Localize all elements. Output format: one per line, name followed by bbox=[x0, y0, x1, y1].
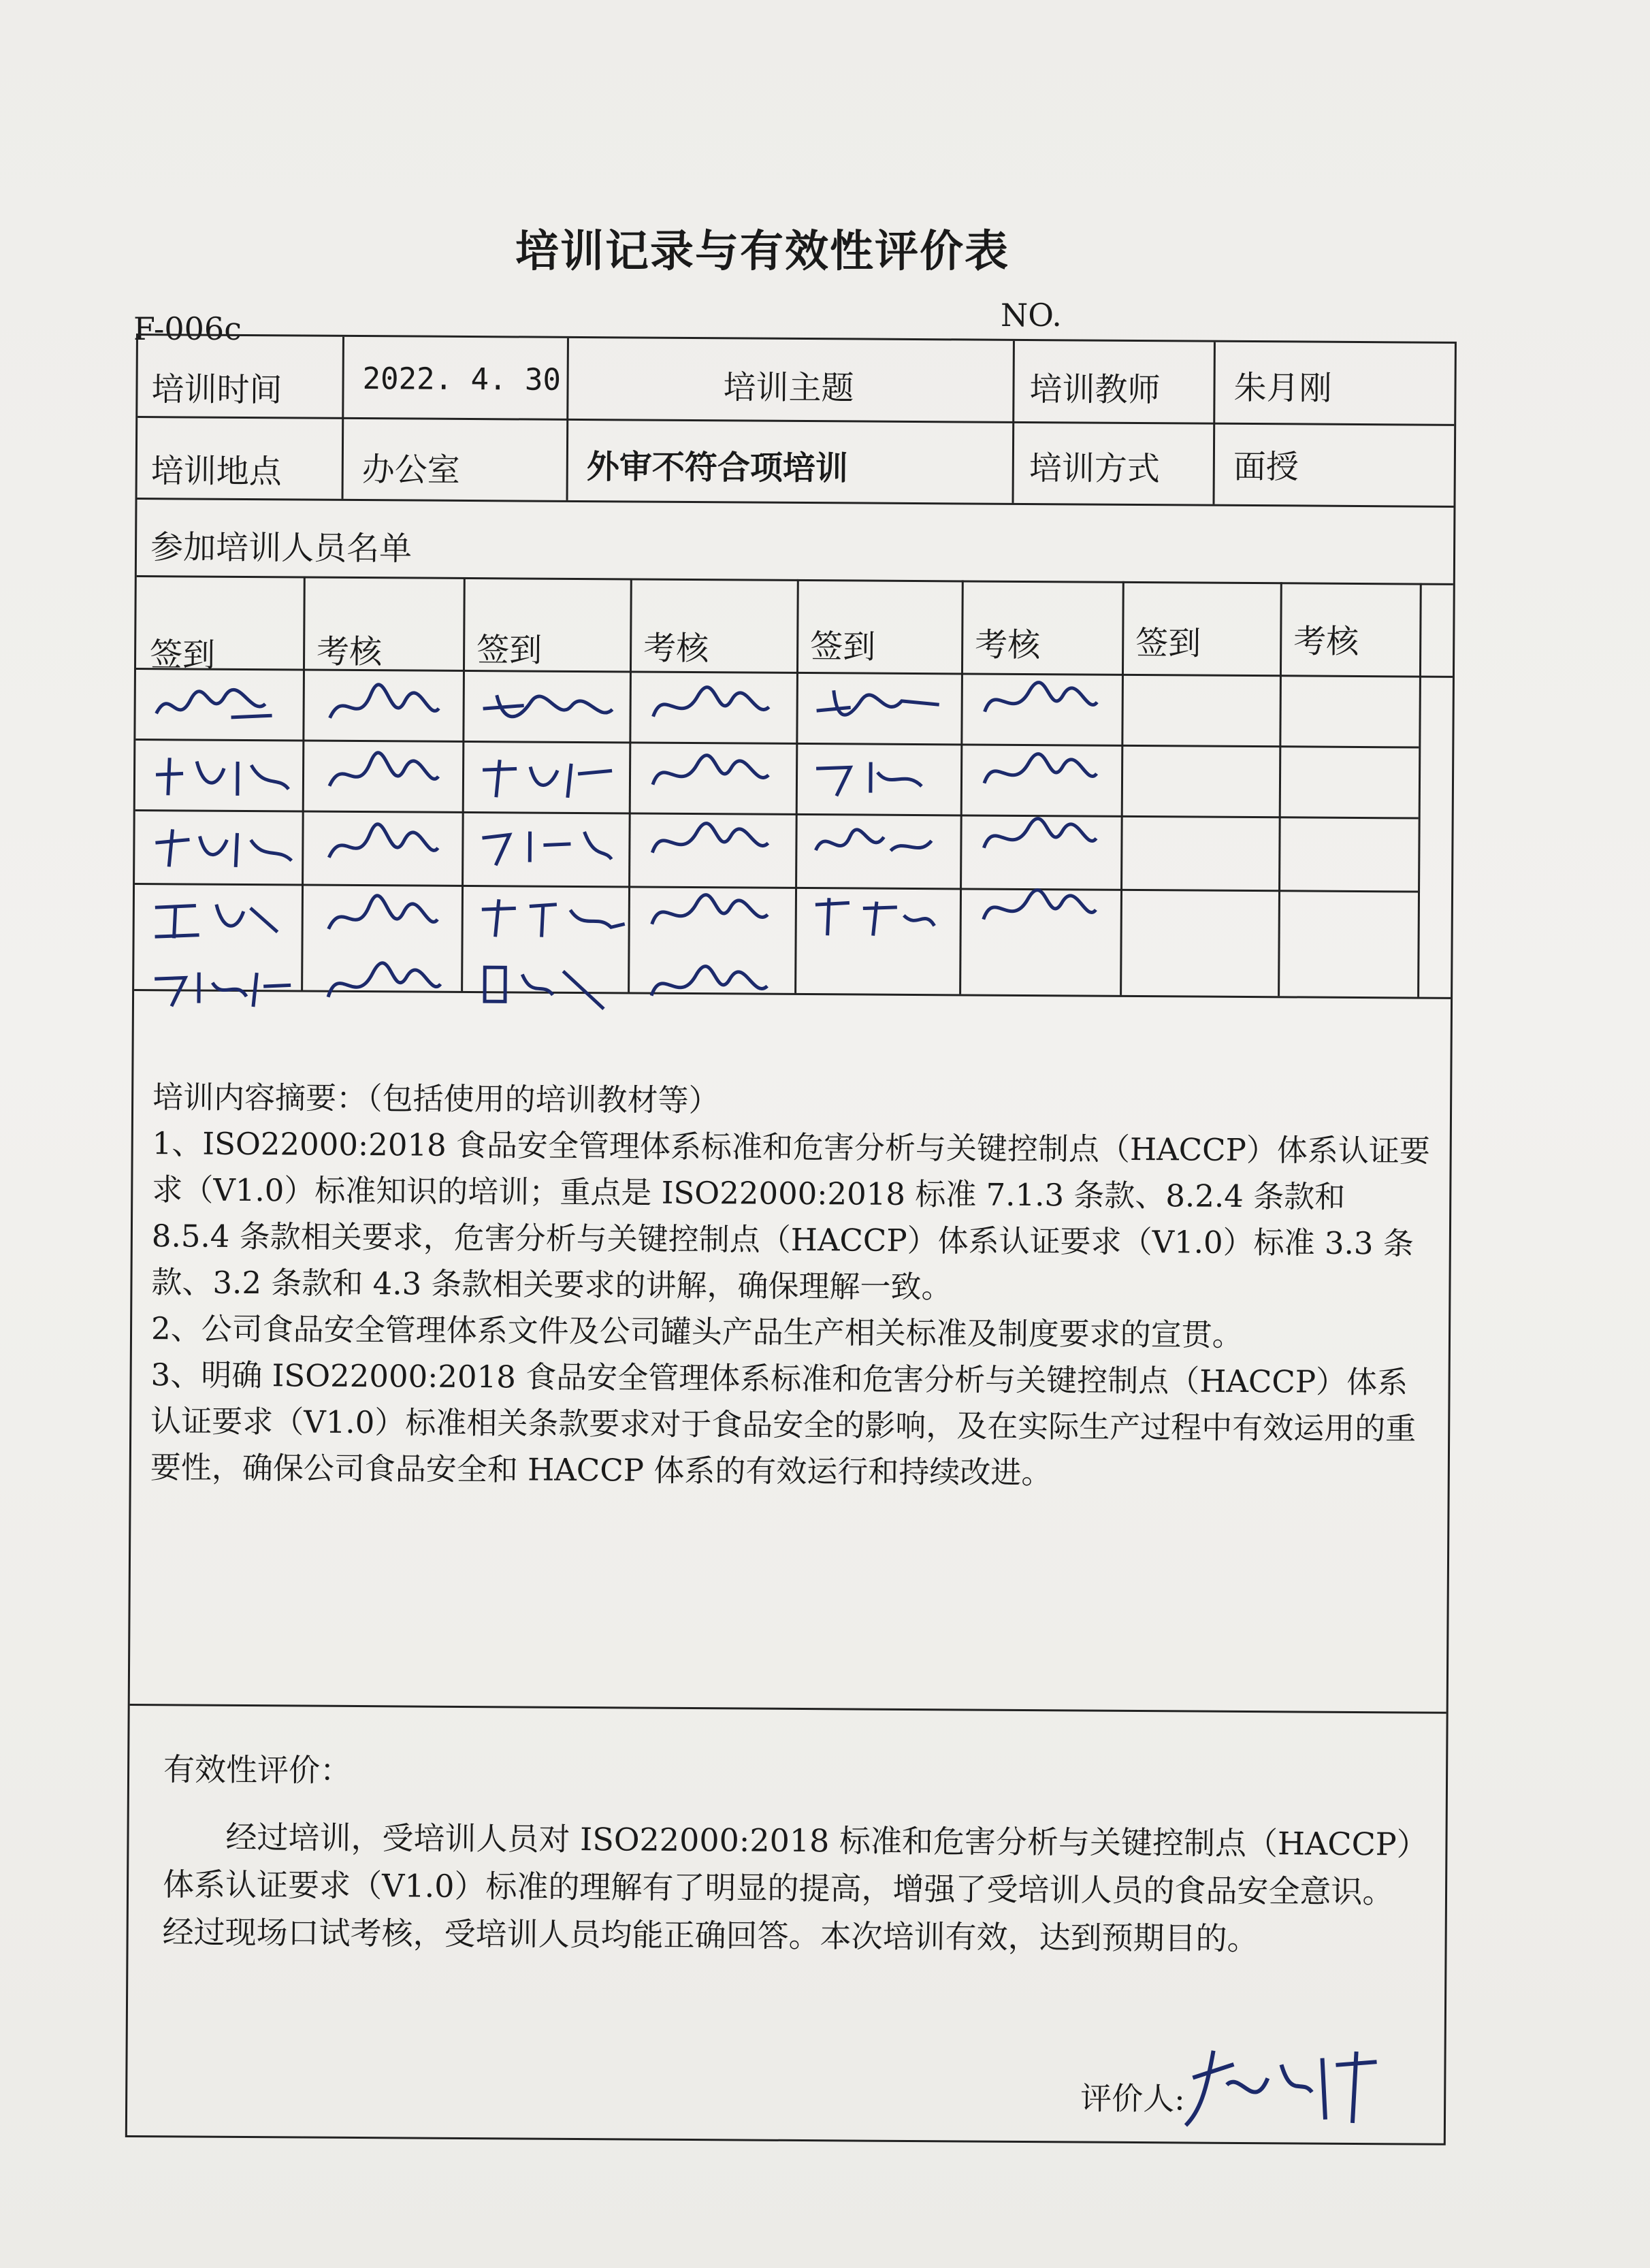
signature-r1-c1 bbox=[149, 679, 285, 734]
summary-heading: 培训内容摘要：（包括使用的培训教材等） bbox=[152, 1079, 719, 1119]
signature-r3-c2 bbox=[319, 820, 448, 875]
col-signin-4: 签到 bbox=[1135, 623, 1201, 663]
signature-r4-c6 bbox=[973, 882, 1103, 937]
signature-r1-c3 bbox=[476, 681, 619, 736]
summary-item-1: 1、ISO22000:2018 食品安全管理体系标准和危害分析与关键控制点（HACCP）体系认证要求（V1.0）标准知识的培训；重点是 ISO22000:2018 标准 7.1.3 条款、8.2.4 条款和 8.5.4 条款相关要求，危害分析与关键控制点（HACCP）体系认证要求（V1.0）标准 3.3 条款、3.2 条款和 4.3 条款相关要求的讲解，确保理解一致。 bbox=[151, 1125, 1431, 1306]
attendee-list-label: 参加培训人员名单 bbox=[150, 528, 413, 568]
page-title: 培训记录与有效性评价表 bbox=[515, 227, 1009, 277]
signature-r2-c1 bbox=[149, 747, 299, 803]
signature-r5-c3 bbox=[474, 954, 618, 1016]
evaluation-text bbox=[162, 1813, 1415, 1963]
signature-r4-c4 bbox=[642, 887, 778, 942]
signature-r1-c2 bbox=[319, 681, 449, 736]
col-assess-3: 考核 bbox=[975, 626, 1041, 665]
col-signin-1: 签到 bbox=[149, 636, 216, 675]
signature-r3-c6 bbox=[973, 811, 1103, 866]
training-method-value: 面授 bbox=[1233, 447, 1299, 487]
signature-r2-c3 bbox=[476, 749, 619, 805]
signature-r4-c5 bbox=[809, 888, 938, 943]
training-time-value: 2022. 4. 30 bbox=[362, 361, 562, 398]
trainer-label: 培训教师 bbox=[1029, 370, 1161, 410]
signature-r4-c2 bbox=[319, 892, 448, 947]
signature-r4-c1 bbox=[148, 890, 285, 945]
signature-r2-c4 bbox=[643, 747, 779, 803]
training-topic-label: 培训主题 bbox=[723, 368, 854, 408]
signature-r2-c5 bbox=[809, 748, 932, 803]
signature-r3-c4 bbox=[642, 815, 778, 871]
signature-r4-c3 bbox=[475, 889, 632, 944]
form-code: F-006c bbox=[133, 310, 242, 347]
training-place-label: 培训地点 bbox=[150, 452, 282, 491]
form-number-label: NO. bbox=[1001, 297, 1062, 334]
col-assess-1: 考核 bbox=[316, 632, 383, 672]
col-assess-4: 考核 bbox=[1293, 622, 1359, 661]
signature-r2-c2 bbox=[319, 749, 449, 804]
evaluator-label: 评价人: bbox=[1080, 2079, 1185, 2118]
training-place-value: 办公室 bbox=[361, 451, 460, 489]
signature-r1-c6 bbox=[974, 675, 1103, 730]
training-time-label: 培训时间 bbox=[151, 370, 282, 410]
signature-r3-c5 bbox=[809, 816, 938, 871]
training-method-label: 培训方式 bbox=[1029, 449, 1160, 489]
signature-r5-c2 bbox=[318, 953, 448, 1015]
signature-r2-c6 bbox=[974, 746, 1103, 801]
signature-r5-c1 bbox=[148, 958, 297, 1014]
training-topic-value: 外审不符合项培训 bbox=[586, 448, 848, 488]
signature-r1-c5 bbox=[809, 680, 945, 735]
signature-r1-c4 bbox=[643, 679, 779, 734]
summary-item-3: 3、明确 ISO22000:2018 食品安全管理体系标准和危害分析与关键控制点（HACCP）体系认证要求（V1.0）标准相关条款要求对于食品安全的影响，及在实际生产过程中有效运用的重要性，确保公司食品安全和 HACCP 体系的有效运行和持续改进。 bbox=[150, 1357, 1417, 1491]
signature-r3-c1 bbox=[148, 819, 298, 874]
col-assess-2: 考核 bbox=[643, 629, 709, 668]
summary-item-2: 2、公司食品安全管理体系文件及公司罐头产品生产相关标准及制度要求的宣贯。 bbox=[150, 1310, 1243, 1353]
col-signin-2: 签到 bbox=[476, 631, 543, 670]
training-record-table bbox=[125, 334, 1457, 2145]
signature-r5-c4 bbox=[641, 955, 778, 1017]
signature-r3-c3 bbox=[475, 817, 618, 873]
training-content-summary bbox=[150, 1074, 1433, 1498]
col-signin-3: 签到 bbox=[810, 628, 876, 666]
evaluator-signature bbox=[1179, 2037, 1384, 2133]
evaluation-heading: 有效性评价： bbox=[163, 1751, 352, 1789]
trainer-value: 朱月刚 bbox=[1233, 368, 1332, 408]
evaluation-body: 经过培训，受培训人员对 ISO22000:2018 标准和危害分析与关键控制点（HACCP）体系认证要求（V1.0）标准的理解有了明显的提高，增强了受培训人员的食品安全意识。经过现场口试考核，受培训人员均能正确回答。本次培训有效，达到预期目的。 bbox=[162, 1818, 1412, 1958]
